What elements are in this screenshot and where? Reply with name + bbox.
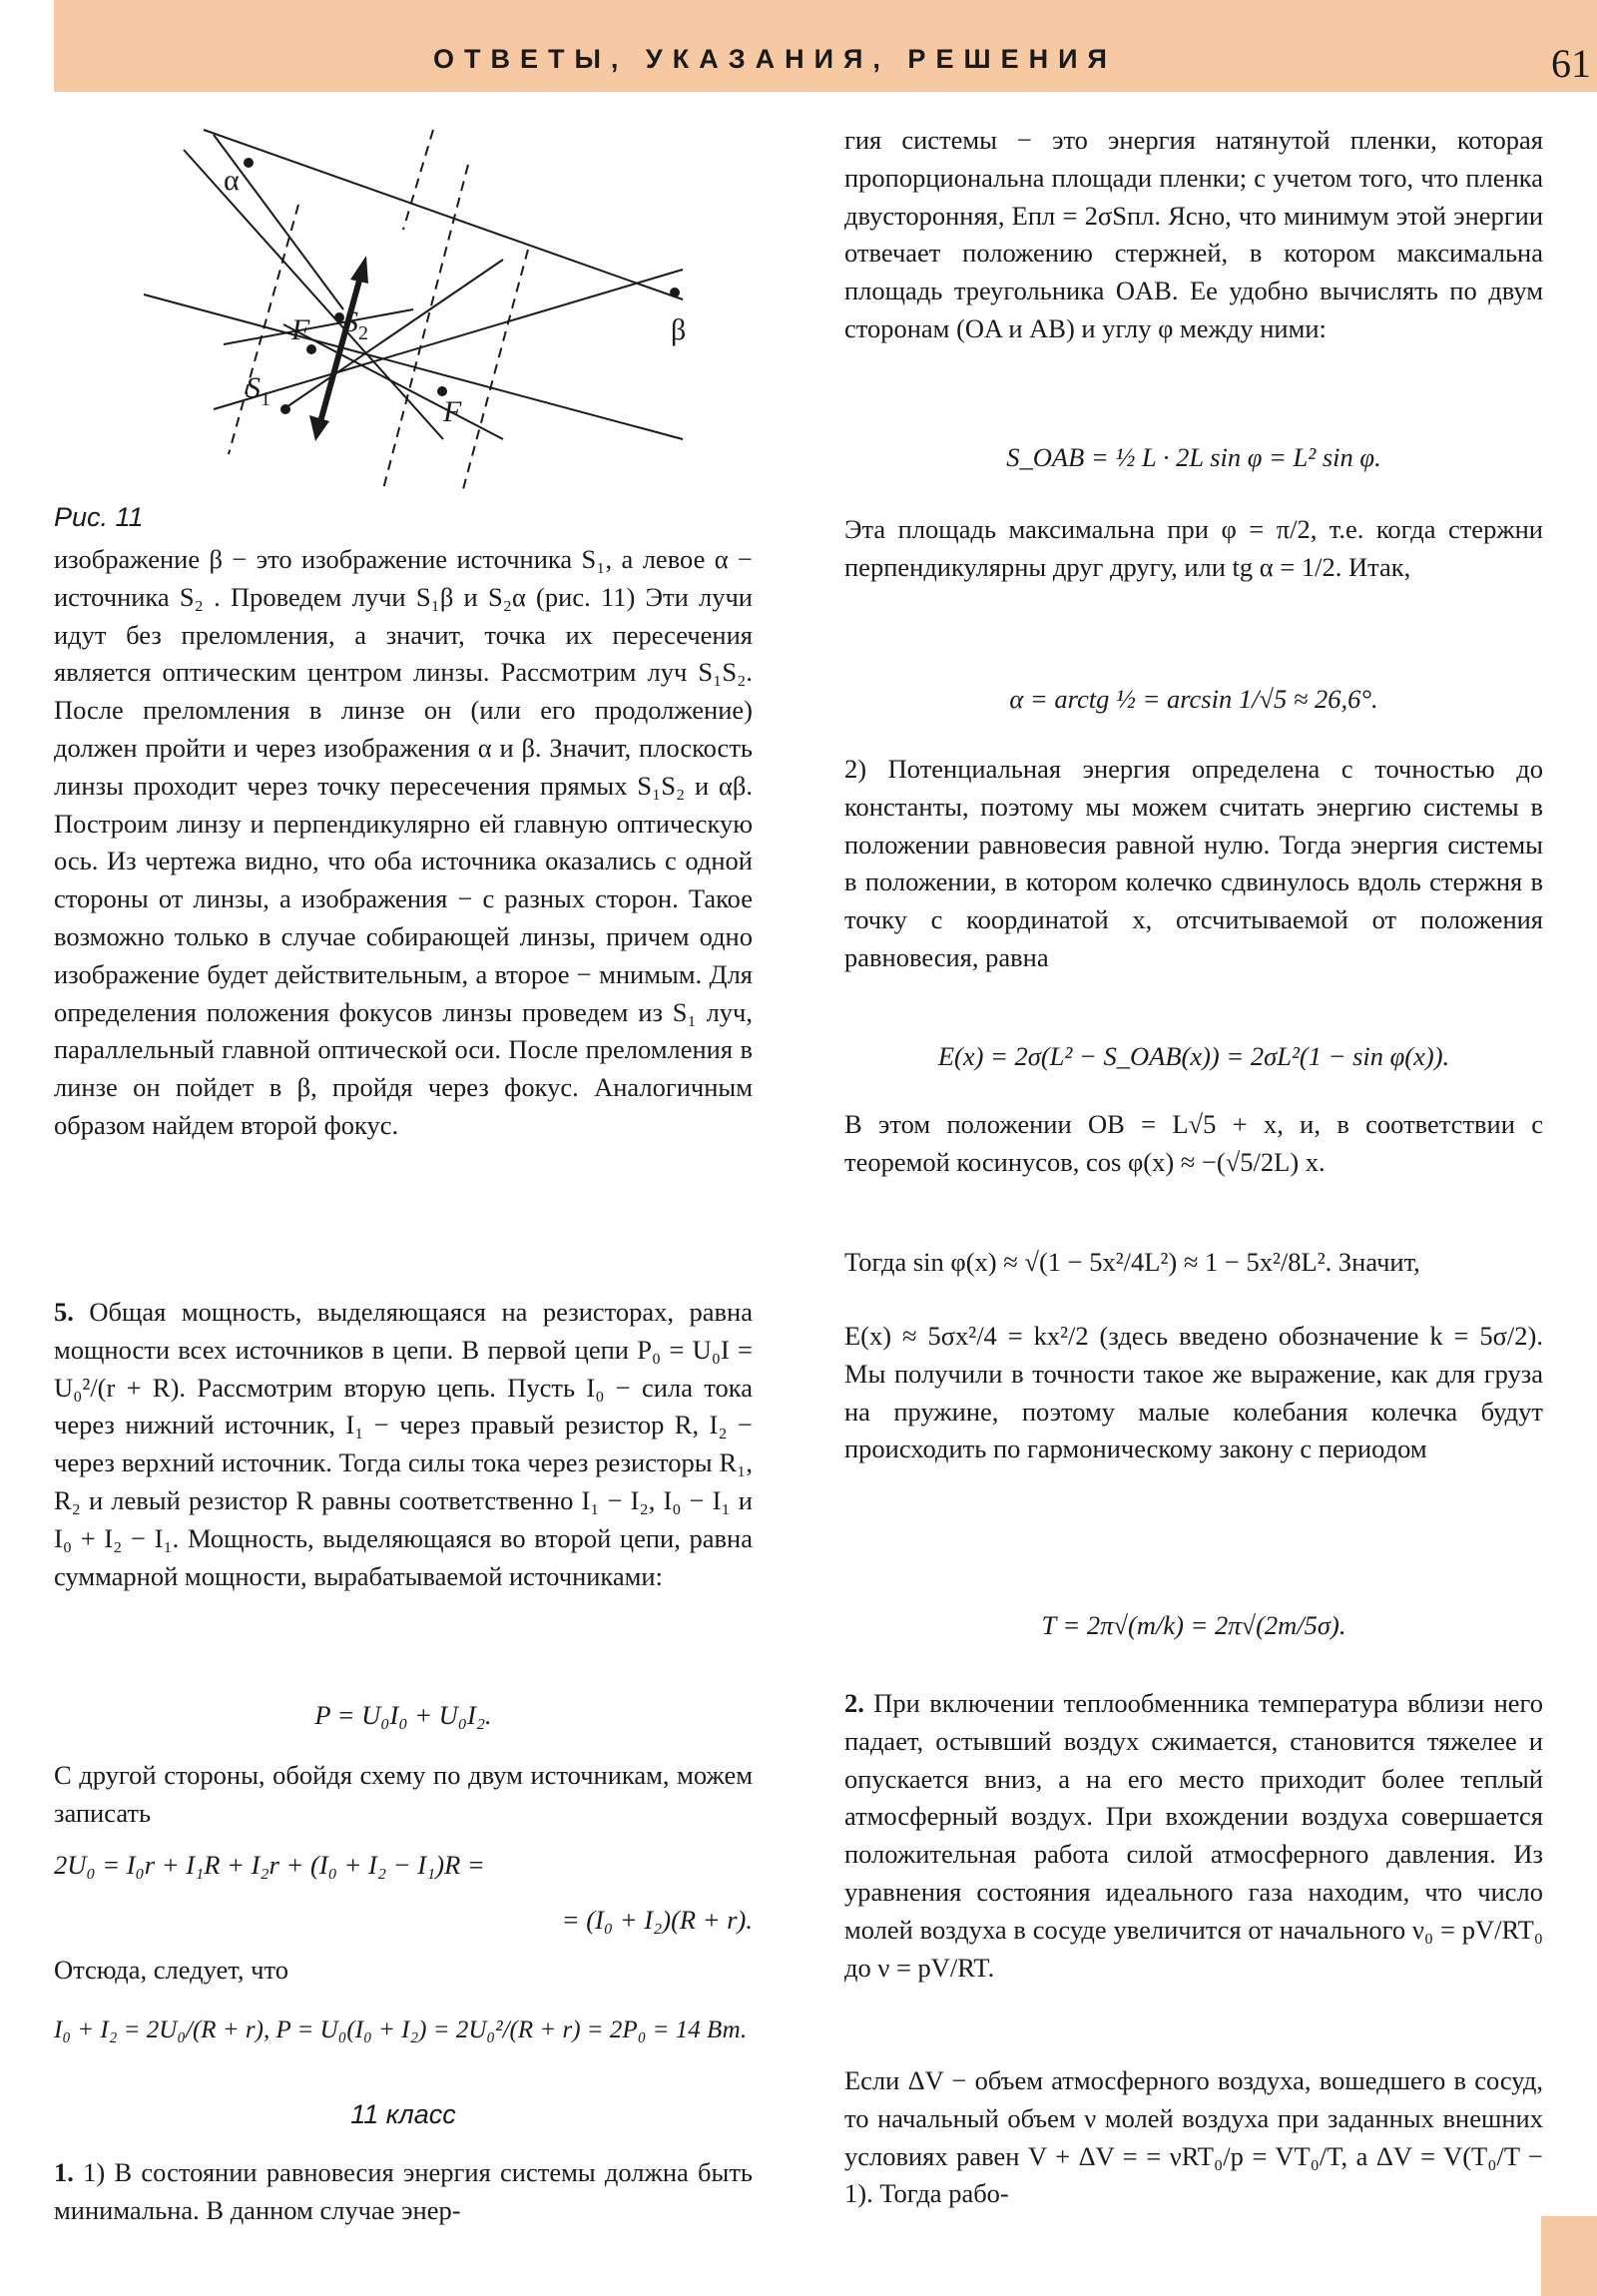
label-f-left: F [291,313,310,346]
paragraph-sine: Тогда sin φ(x) ≈ √(1 − 5x²/4L²) ≈ 1 − 5x²/8L². Значит, [844,1247,1420,1277]
line-alpha-beta [204,130,683,299]
dashed-line-1 [229,205,298,454]
paragraph-other-side: С другой стороны, обойдя схему по двум источникам, можем записать [54,1760,753,1828]
line-alpha-s1 [184,150,443,439]
paragraph-lens-solution: изображение β − это изображение источника S₁, а левое α − источника S₂ . Проведем лучи S₁β и S₂α (рис. 11) Эти лучи идут без преломления, а значит, точка их пересечения является оптическим центром линзы. Рассмотрим луч S₁S₂. После преломления в линзе он (или его продолжение) должен пройти и через изображения α и β. Значит, плоскость линзы проходит через точку пересечения прямых S₁S₂ и αβ. Построим линзу и перпендикулярно ей главную оптическую ось. Из чертежа видно, что оба источника оказались с одной стороны от линзы, а изображения − с разных сторон. Такое возможно только в случае собирающей линзы, причем одно изображение будет действительным, а второе − мнимым. Для определения положения фокусов линзы проведем из S₁ луч, параллельный главной оптической оси. После преломления в линзе он пойдет в β, пройдя через фокус. Аналогичным образом найдем второй фокус. [54,544,753,1140]
corner-tab [1541,2216,1597,2296]
page-number: 61 [1551,41,1591,86]
label-s1-letter: S [246,371,261,404]
lens-arrow-head-top [350,256,368,284]
running-header [54,0,1597,92]
figure-caption: Рис. 11 [54,502,144,532]
point-alpha [244,158,254,168]
dashed-line-3 [463,250,528,489]
paragraph-harmonic: E(x) ≈ 5σx²/4 = kx²/2 (здесь введено обозначение k = 5σ/2). Мы получили в точности такое же выражение, как для груза на пружине, поэтому малые колебания колечка будут происходить по гармоническому закону с периодом [844,1321,1543,1464]
lens-arrow-shaft [318,270,362,429]
formula-period: T = 2π√(m/k) = 2π√(2m/5σ). [1041,1610,1346,1640]
formula-kirchhoff-line2: = (I₀ + I₂)(R + r). [561,1905,753,1935]
point-s1 [280,404,290,414]
formula-kirchhoff-line1: 2U₀ = I₀r + I₁R + I₂r + (I₀ + I₂ − I₁)R = [54,1850,485,1880]
line-s1-beta [214,270,683,409]
dashed-line-4 [403,130,433,230]
point-beta [670,287,680,297]
problem-11-1-paragraph [54,2154,753,2230]
dashed-line-2 [383,165,468,489]
formula-power: P = U₀I₀ + U₀I₂. [314,1700,492,1730]
lens-diagram-figure [144,110,687,489]
section-title-11-class: 11 класс [350,2099,456,2129]
label-s2-sub: 2 [358,322,368,344]
lens-arrow-head-bottom [309,415,329,441]
problem-2-number: 2. [844,1688,864,1718]
header-title: ОТВЕТЫ, УКАЗАНИЯ, РЕШЕНИЯ [433,44,1117,74]
label-s1 [246,371,270,410]
paragraph-volume-work: Если ΔV − объем атмосферного воздуха, вошедшего в сосуд, то начальный объем ν молей воздуха при заданных внешних условиях равен V + ΔV = = νRT₀/p = VT₀/T, а ΔV = V(T₀/T − 1). Тогда рабо- [844,2065,1543,2209]
line-s2-alpha [214,135,343,309]
paragraph-area-max: Эта площадь максимальна при φ = π/2, т.е. когда стержни перпендикулярны друг другу, или tg α = 1/2. Итак, [844,514,1543,582]
formula-result: I₀ + I₂ = 2U₀/(R + r), P = U₀(I₀ + I₂) = 2U₀²/(R + r) = 2P₀ = 14 Вт. [54,2016,748,2043]
label-s1-sub: 1 [261,388,270,410]
label-f-right: F [443,395,462,428]
problem-5-text: Общая мощность, выделяющаяся на резисторах, равна мощности всех источников в цепи. В первой цепи P₀ = U₀I = U₀²/(r + R). Рассмотрим вторую цепь. Пусть I₀ − сила тока через нижний источник, I₁ − через правый резистор R, I₂ − через верхний источник. Тогда силы тока через резисторы R₁, R₂ и левый резистор R равны соответственно I₁ − I₂, I₀ − I₁ и I₀ + I₂ − I₁. Мощность, выделяющаяся во второй цепи, равна суммарной мощности, вырабатываемой источниками: [54,1297,754,1591]
paragraph-hence: Отсюда, следует, что [54,1955,288,1985]
paragraph-potential-energy: 2) Потенциальная энергия определена с точностью до константы, поэтому мы можем считать энергию системы в положении равновесия равной нулю. Тогда энергия системы в положении, в котором колечко сдвинулось вдоль стержня в точку с координатой x, отсчитываемой от положения равновесия, равна [844,754,1543,972]
line-s1-parallel-ray [283,260,503,409]
label-s2 [343,305,368,344]
formula-area: S_OAB = ½ L · 2L sin φ = L² sin φ. [1006,442,1381,472]
label-beta: β [671,313,687,346]
line-s1-s2 [144,294,683,439]
label-alpha: α [224,164,240,197]
problem-11-1-number: 1. [54,2157,74,2187]
lens-diagram [144,110,687,489]
formula-alpha: α = arctg ½ = arcsin 1/√5 ≈ 26,6°. [1009,684,1378,714]
label-s2-letter: S [343,305,358,338]
problem-5-paragraph [54,1294,753,1595]
problem-2-paragraph [844,1685,1543,1987]
problem-11-1-text: 1) В состоянии равновесия энергия системы должна быть минимальна. В данном случае энер- [54,2157,753,2225]
formula-energy: E(x) = 2σ(L² − S_OAB(x)) = 2σL²(1 − sin φ(x)). [937,1041,1450,1071]
problem-2-text: При включении теплообменника температура вблизи него падает, остывший воздух сжимается, становится тяжелее и опускается вниз, а на его место приходит более теплый атмосферный воздух. При вхождении воздуха совершается положительная работа силой атмосферного давления. Из уравнения состояния идеального газа находим, что число молей воздуха в сосуде увеличится от начального ν₀ = pV/RT₀ до ν = pV/RT. [844,1688,1543,1983]
paragraph-cosine: В этом положении OB = L√5 + x, и, в соответствии с теоремой косинусов, cos φ(x) ≈ −(√5/2L) x. [844,1109,1543,1177]
paragraph-film-energy: гия системы − это энергия натянутой пленки, которая пропорциональна площади пленки; с учетом того, что пленка двусторонняя, Eпл = 2σSпл. Ясно, что минимум этой энергии отвечает положению стержней, в котором максимальна площадь треугольника OAB. Ее удобно вычислять по двум сторонам (OA и AB) и углу φ между ними: [844,125,1543,343]
problem-5-number: 5. [54,1297,74,1327]
